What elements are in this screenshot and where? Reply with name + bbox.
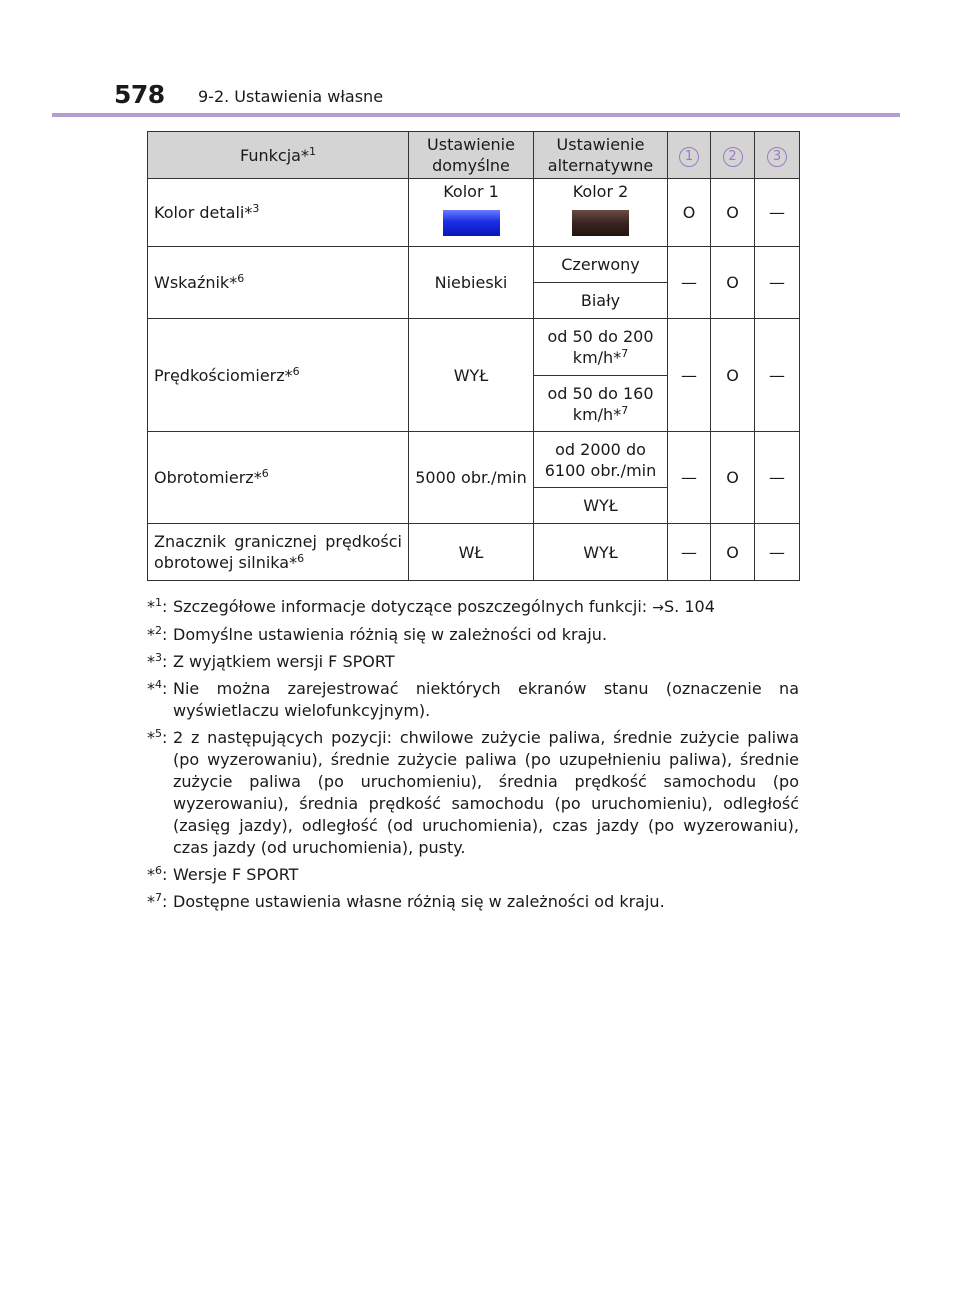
row-alternative: od 2000 do 6100 obr./min <box>534 432 668 488</box>
color-swatch-brown <box>572 210 629 236</box>
col-function-header: Funkcja*$^1$ <box>148 132 409 179</box>
settings-table <box>147 131 800 581</box>
table-row <box>148 524 800 581</box>
col-3-header <box>755 132 800 179</box>
row-mark-2: O <box>711 432 755 524</box>
row-alternative: Czerwony <box>534 247 668 283</box>
row-alternative: WYŁ <box>534 524 668 581</box>
row-mark-1: — <box>668 247 711 319</box>
arrow-right-icon: → <box>652 600 664 616</box>
circled-1-icon: 1 <box>679 147 699 167</box>
circled-2-icon: 2 <box>723 147 743 167</box>
footnote: *$^1$: Szczegółowe informacje dotyczące poszczególnych funkcji: →S. 104 <box>147 596 715 616</box>
circled-3-icon: 3 <box>767 147 787 167</box>
row-mark-3: — <box>755 432 800 524</box>
table-row <box>148 179 800 247</box>
row-function-line-2: obrotowej silnika*$^6$ <box>154 552 305 572</box>
row-mark-1: O <box>668 179 711 247</box>
col-1-header <box>668 132 711 179</box>
footnote: *$^6$: Wersje F SPORT <box>147 864 299 884</box>
row-function: Wskaźnik*$^6$ <box>148 247 409 319</box>
row-mark-2: O <box>711 247 755 319</box>
row-mark-2: O <box>711 319 755 432</box>
table-header-row <box>148 132 800 179</box>
col-alternative-header: Ustawienie alternatywne <box>534 132 668 179</box>
row-default: 5000 obr./min <box>409 432 534 524</box>
row-function: Kolor detali*$^3$ <box>148 179 409 247</box>
row-alternative: Kolor 2 <box>534 179 668 247</box>
row-alternative: od 50 do 200 km/h*$^7$ <box>534 319 668 376</box>
header-divider <box>52 113 900 117</box>
row-default: Kolor 1 <box>409 179 534 247</box>
footnote: *$^2$: Domyślne ustawienia różnią się w zależności od kraju. <box>147 624 608 644</box>
footnote: *$^7$: Dostępne ustawienia własne różnią się w zależności od kraju. <box>147 891 665 911</box>
footnotes <box>147 596 799 918</box>
row-mark-3: — <box>755 179 800 247</box>
color-swatch-blue <box>443 210 500 236</box>
page-header <box>114 78 914 110</box>
row-mark-1: — <box>668 432 711 524</box>
footnote: *$^3$: Z wyjątkiem wersji F SPORT <box>147 651 395 671</box>
row-alternative: Biały <box>534 283 668 319</box>
footnote: *$^4$: Nie można zarejestrować niektórych ekranów stanu (oznaczenie na wyświetlaczu wielofunkcyjnym). <box>147 678 799 720</box>
row-alternative: WYŁ <box>534 488 668 524</box>
table-row <box>148 247 800 283</box>
row-mark-1: — <box>668 319 711 432</box>
row-function <box>148 524 409 581</box>
table-row <box>148 432 800 488</box>
row-mark-3: — <box>755 524 800 581</box>
table-row <box>148 319 800 376</box>
row-mark-2: O <box>711 524 755 581</box>
row-mark-3: — <box>755 247 800 319</box>
row-function: Prędkościomierz*$^6$ <box>148 319 409 432</box>
row-default: WYŁ <box>409 319 534 432</box>
page-number: 578 <box>114 80 165 109</box>
row-mark-3: — <box>755 319 800 432</box>
footnote: *$^5$: 2 z następujących pozycji: chwilowe zużycie paliwa, średnie zużycie paliwa (po wyzerowaniu), średnie zużycie paliwa (po uzupełnieniu paliwa), średnie zużycie paliwa (po uruchomieniu), średnia prędkość samochodu (po wyzerowaniu), średnia prędkość samochodu (po uruchomieniu), odległość (zasięg jazdy), odległość (od uruchomienia), czas jazdy (po wyzerowaniu), czas jazdy (od uruchomienia), pusty. <box>147 727 799 857</box>
row-default: Niebieski <box>409 247 534 319</box>
row-function-line-1: Znacznik granicznej prędkości <box>154 532 402 551</box>
row-default: WŁ <box>409 524 534 581</box>
row-alternative: od 50 do 160 km/h*$^7$ <box>534 376 668 432</box>
col-default-header: Ustawienie domyślne <box>409 132 534 179</box>
col-2-header <box>711 132 755 179</box>
row-mark-2: O <box>711 179 755 247</box>
section-title: 9-2. Ustawienia własne <box>198 87 384 106</box>
row-mark-1: — <box>668 524 711 581</box>
page-reference-link[interactable]: S. 104 <box>664 597 715 616</box>
row-function: Obrotomierz*$^6$ <box>148 432 409 524</box>
